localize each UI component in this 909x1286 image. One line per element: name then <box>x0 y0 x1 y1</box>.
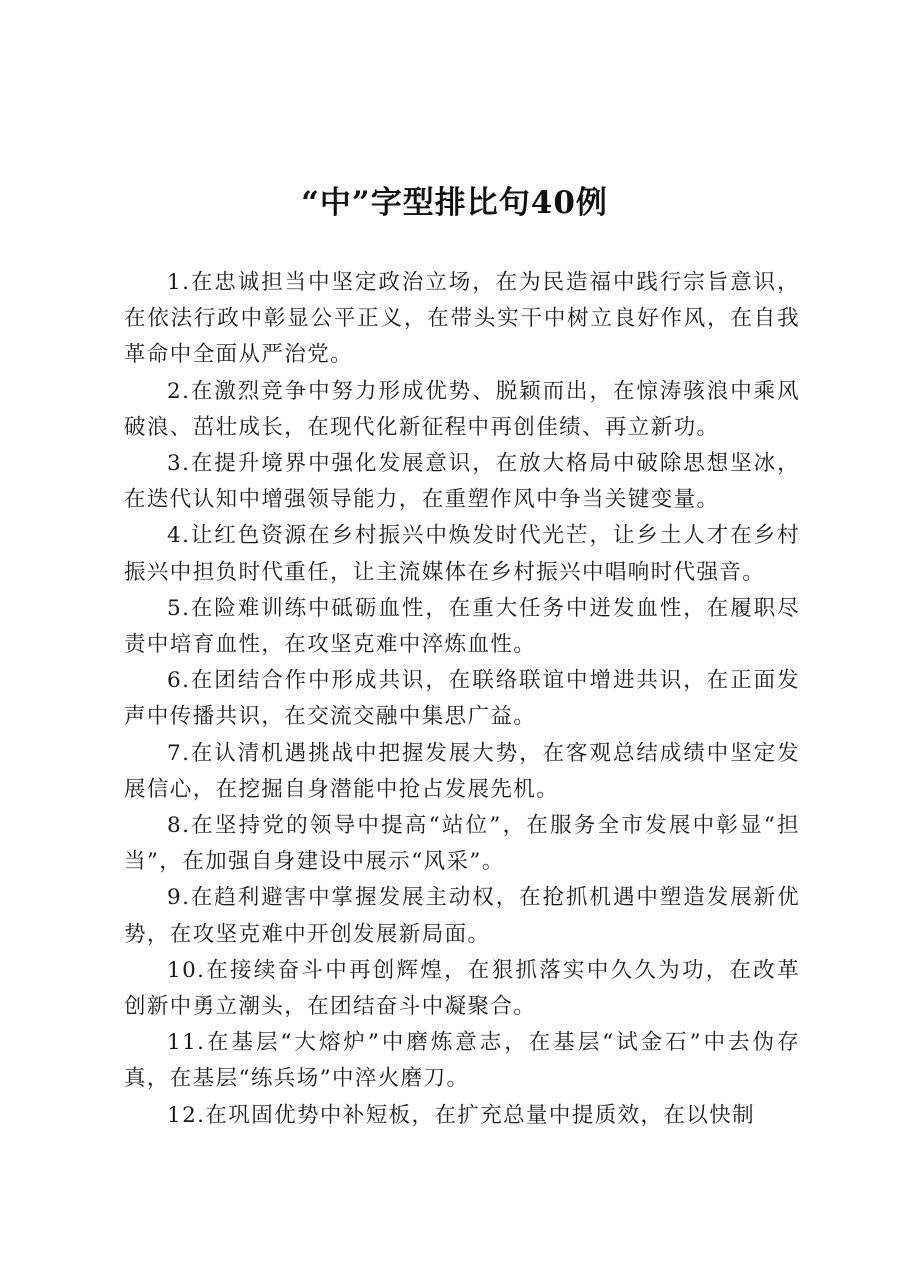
paragraph-5: 5.在险难训练中砥砺血性，在重大任务中迸发血性，在履职尽责中培育血性，在攻坚克难中淬炼血性。 <box>124 595 800 658</box>
paragraph-4: 4.让红色资源在乡村振兴中焕发时代光芒，让乡土人才在乡村振兴中担负时代重任，让主流媒体在乡村振兴中唱响时代强音。 <box>124 523 800 585</box>
paragraph-11: 11.在基层“大熔炉”中磨炼意志，在基层“试金石”中去伪存真，在基层“练兵场”中淬火磨刀。 <box>124 1030 800 1092</box>
document-title: “中”字型排比句40例 <box>301 184 608 221</box>
paragraph-12: 12.在巩固优势中补短板，在扩充总量中提质效，在以快制 <box>167 1102 755 1128</box>
document-body <box>124 265 800 1134</box>
paragraph-3: 3.在提升境界中强化发展意识，在放大格局中破除思想坚冰，在迭代认知中增强领导能力，在重塑作风中争当关键变量。 <box>124 451 800 513</box>
paragraph-2: 2.在激烈竞争中努力形成优势、脱颖而出，在惊涛骇浪中乘风破浪、茁壮成长，在现代化新征程中再创佳绩、再立新功。 <box>124 378 800 440</box>
paragraph-10: 10.在接续奋斗中再创辉煌，在狠抓落实中久久为功，在改革创新中勇立潮头，在团结奋斗中凝聚合。 <box>124 957 800 1020</box>
paragraph-6: 6.在团结合作中形成共识，在联络联谊中增进共识，在正面发声中传播共识，在交流交融中集思广益。 <box>124 668 800 730</box>
paragraph-7: 7.在认清机遇挑战中把握发展大势，在客观总结成绩中坚定发展信心，在挖掘自身潜能中抢占发展先机。 <box>124 740 800 802</box>
paragraph-9: 9.在趋利避害中掌握发展主动权，在抢抓机遇中塑造发展新优势，在攻坚克难中开创发展新局面。 <box>124 885 800 947</box>
paragraph-8: 8.在坚持党的领导中提高“站位”，在服务全市发展中彰显“担当”，在加强自身建设中展示“风采”。 <box>124 813 800 875</box>
paragraph-1: 1.在忠诚担当中坚定政治立场，在为民造福中践行宗旨意识，在依法行政中彰显公平正义，在带头实干中树立良好作风，在自我革命中全面从严治党。 <box>124 270 800 368</box>
